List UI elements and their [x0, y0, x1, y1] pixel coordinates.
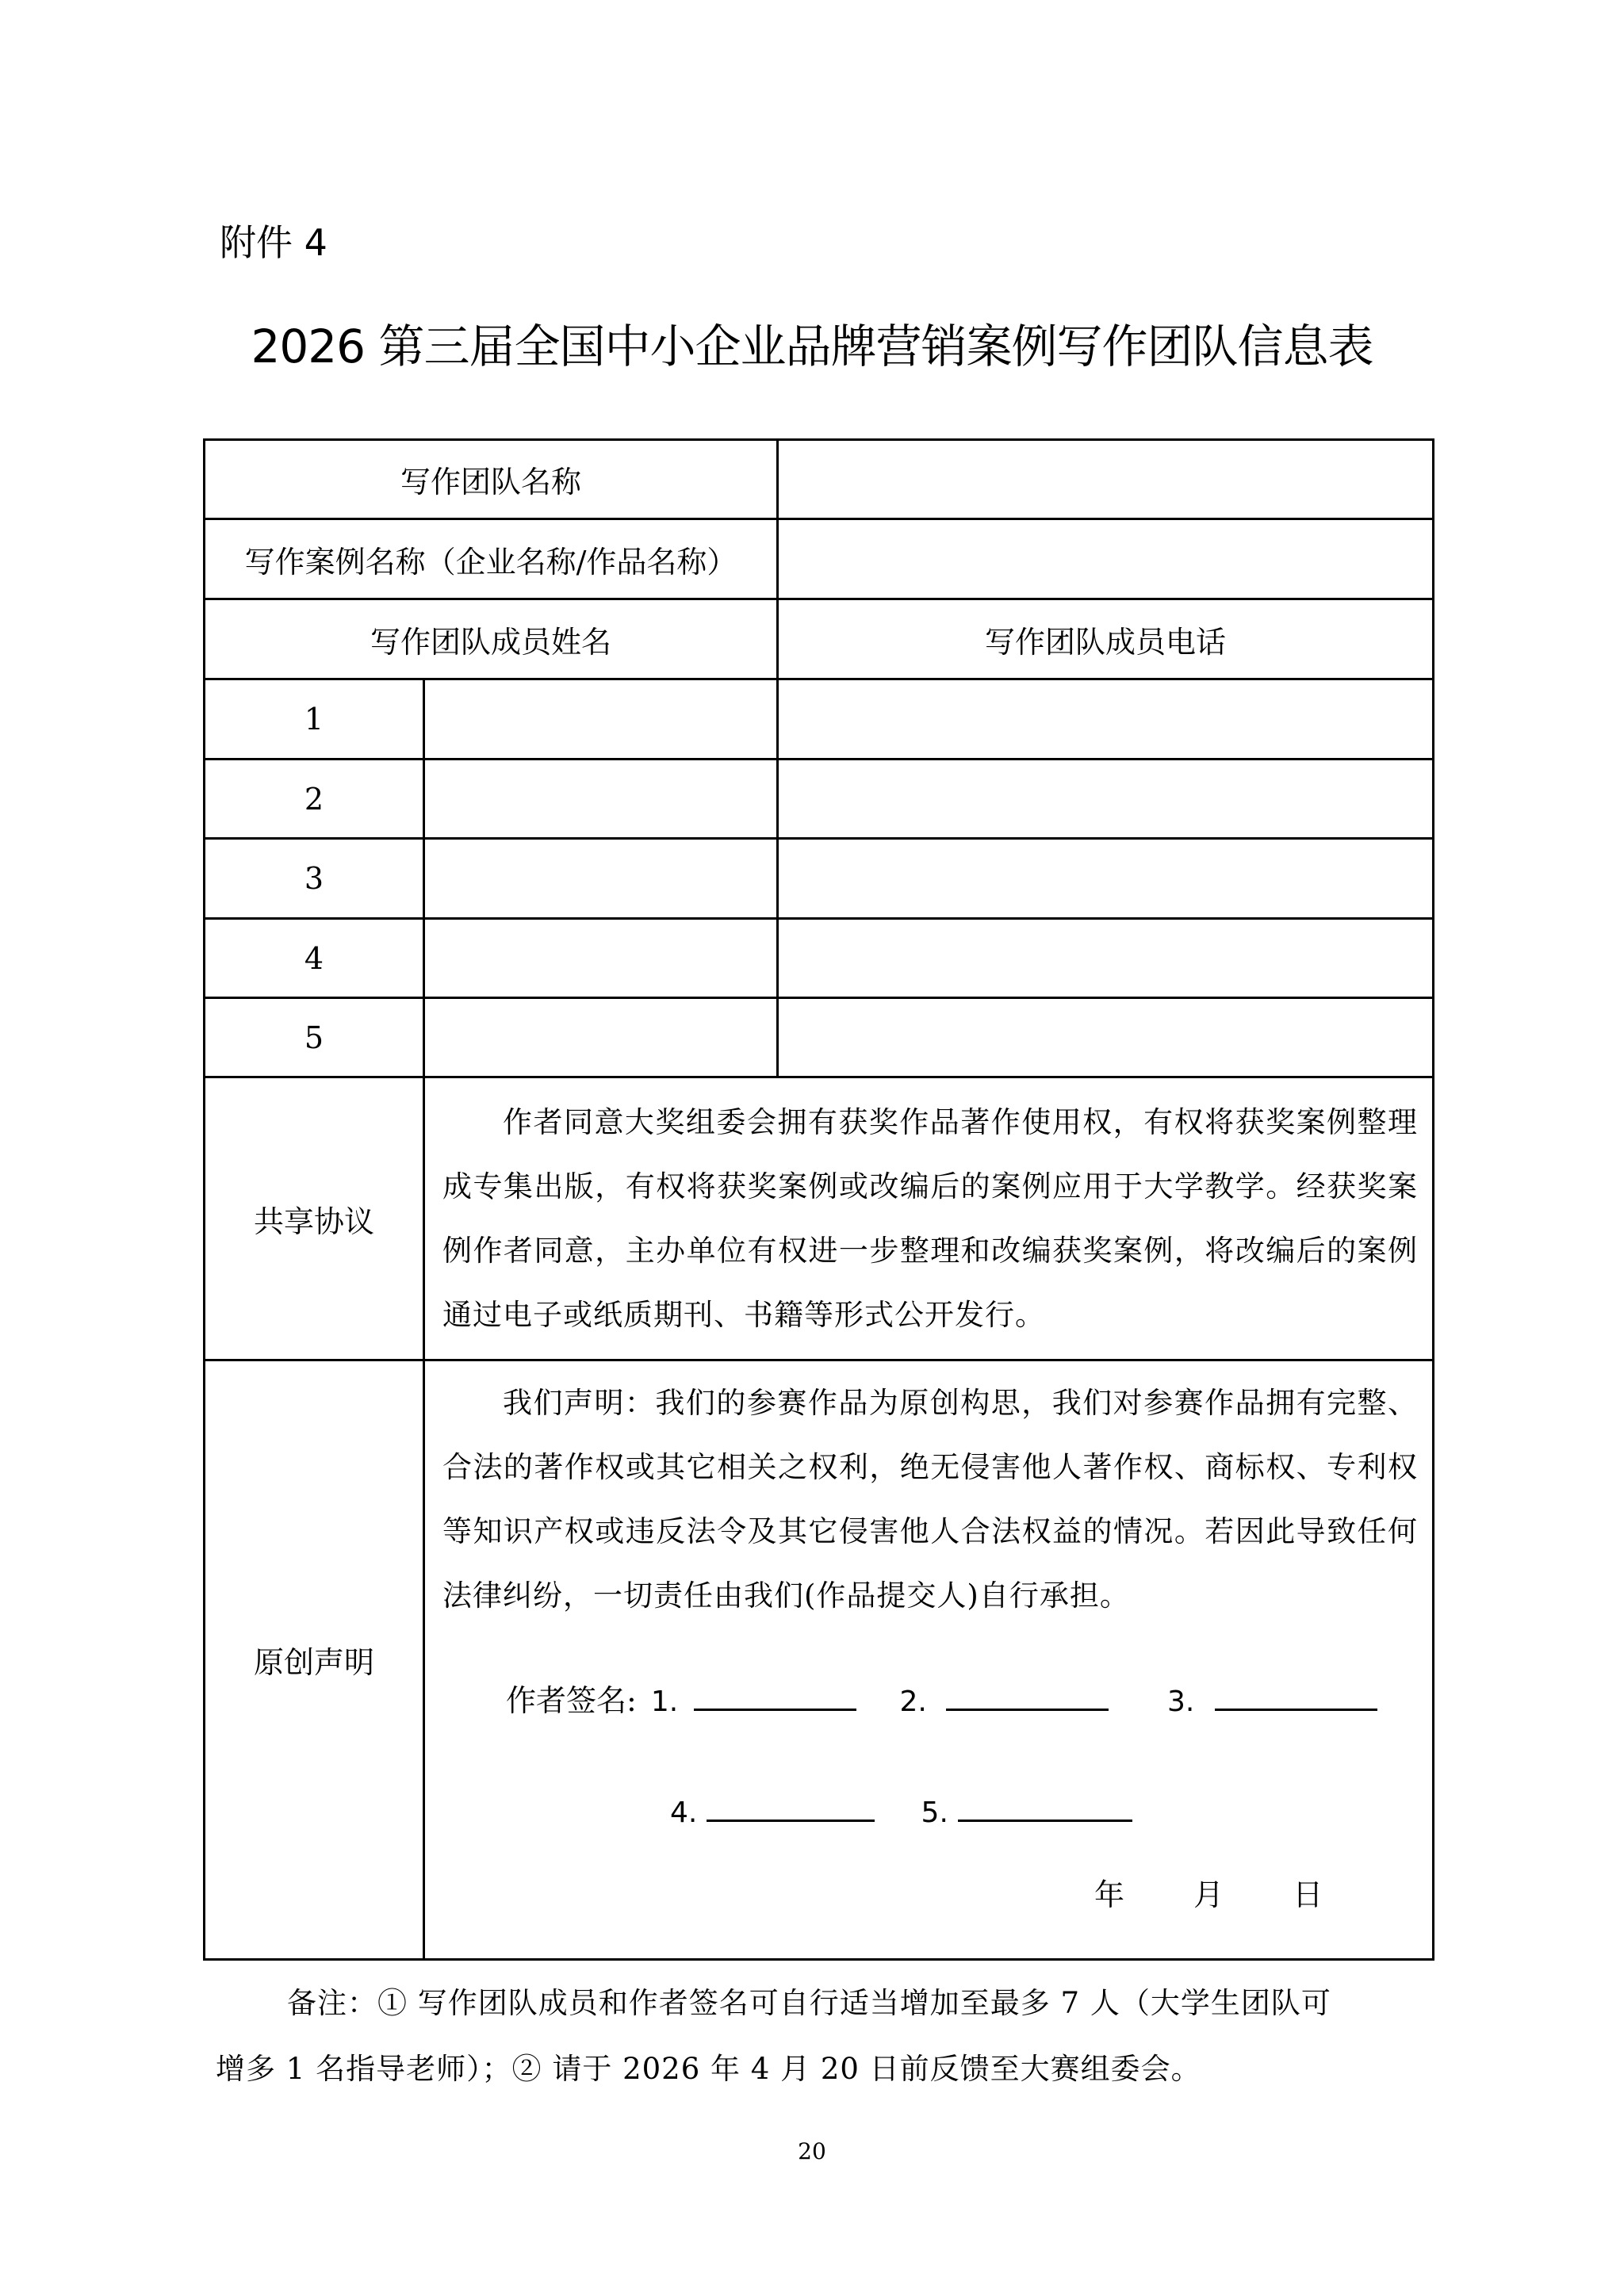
sharing-agreement-label: 共享协议	[205, 1077, 424, 1360]
member-index: 3	[205, 839, 424, 919]
note	[216, 1970, 1437, 2102]
page-number: 20	[798, 2138, 826, 2164]
case-name-field[interactable]	[778, 519, 1434, 599]
team-info-table	[203, 438, 1434, 1961]
table-row	[205, 760, 1434, 839]
member-name-field[interactable]	[424, 679, 778, 760]
signature-4-line[interactable]	[707, 1813, 875, 1822]
member-index: 2	[205, 760, 424, 839]
member-name-field[interactable]	[424, 839, 778, 919]
originality-label: 原创声明	[205, 1360, 424, 1960]
date-row	[1094, 1870, 1323, 1914]
member-index: 1	[205, 679, 424, 760]
member-phone-field[interactable]	[778, 919, 1434, 998]
date-year: 年	[1094, 1877, 1125, 1912]
signature-2-number: 2.	[899, 1686, 927, 1718]
member-phone-field[interactable]	[778, 760, 1434, 839]
attachment-label: 附件 4	[220, 221, 327, 264]
member-index: 5	[205, 998, 424, 1077]
sharing-agreement-text: 作者同意大奖组委会拥有获奖作品著作使用权，有权将获奖案例整理成专集出版，有权将获奖案例或改编后的案例应用于大学教学。经获奖案例作者同意，主办单位有权进一步整理和改编获奖案例，将改编后的案例通过电子或纸质期刊、书籍等形式公开发行。	[442, 1105, 1419, 1332]
signature-label: 作者签名:	[506, 1683, 637, 1718]
originality-text: 我们声明：我们的参赛作品为原创构思，我们对参赛作品拥有完整、合法的著作权或其它相关之权利，绝无侵害他人著作权、商标权、专利权等知识产权或违反法令及其它侵害他人合法权益的情况。若因此导致任何法律纠纷，一切责任由我们(作品提交人)自行承担。	[442, 1386, 1419, 1613]
team-name-field[interactable]	[778, 440, 1434, 519]
member-name-header: 写作团队成员姓名	[205, 599, 778, 679]
member-phone-field[interactable]	[778, 679, 1434, 760]
signature-4-number: 4.	[670, 1797, 698, 1829]
signature-row-2	[670, 1794, 1132, 1829]
table-row	[205, 679, 1434, 760]
case-name-label: 写作案例名称（企业名称/作品名称）	[205, 519, 778, 599]
member-phone-field[interactable]	[778, 998, 1434, 1077]
signature-1-number: 1.	[650, 1686, 679, 1718]
signature-5-number: 5.	[921, 1797, 948, 1829]
member-name-field[interactable]	[424, 919, 778, 998]
member-name-field[interactable]	[424, 760, 778, 839]
originality-cell	[424, 1360, 1434, 1960]
signature-3-number: 3.	[1167, 1686, 1195, 1718]
document-title: 2026 第三届全国中小企业品牌营销案例写作团队信息表	[251, 320, 1373, 373]
date-day: 日	[1293, 1877, 1323, 1912]
note-line-1: 备注：① 写作团队成员和作者签名可自行适当增加至最多 7 人（大学生团队可	[287, 1986, 1331, 2020]
member-phone-field[interactable]	[778, 839, 1434, 919]
signature-3-line[interactable]	[1215, 1702, 1377, 1711]
signature-2-line[interactable]	[946, 1702, 1109, 1711]
member-phone-header: 写作团队成员电话	[778, 599, 1434, 679]
date-month: 月	[1193, 1877, 1224, 1912]
signature-5-line[interactable]	[958, 1813, 1132, 1822]
table-row	[205, 919, 1434, 998]
signature-1-line[interactable]	[694, 1702, 856, 1711]
note-line-2: 增多 1 名指导老师）；② 请于 2026 年 4 月 20 日前反馈至大赛组委会。	[216, 2052, 1201, 2086]
member-index: 4	[205, 919, 424, 998]
team-name-label: 写作团队名称	[205, 440, 778, 519]
signature-row-1	[506, 1676, 1377, 1720]
table-row	[205, 998, 1434, 1077]
table-row	[205, 839, 1434, 919]
member-name-field[interactable]	[424, 998, 778, 1077]
